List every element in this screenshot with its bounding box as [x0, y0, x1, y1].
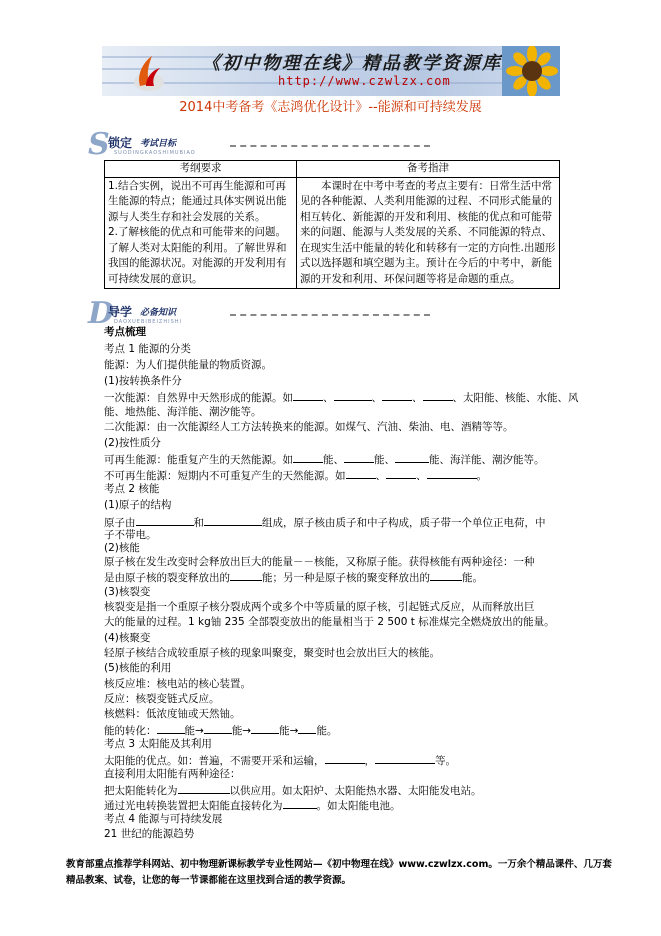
guidance-text: 本课时在中考中考查的考点主要有：日常生活中常见的各种能源、人类利用能源的过程、不同形式能量的相互转化、新能源的开发和利用、核能的优点和可能带来的问题、能源与人类发展的关系、不同能源的特点、在现实生活中能量的转化和转移有一定的方向性.出题形式以选择题和填空题为主。预计在今后的中考中，新能源的开发和利用、环保问题等将是命题的重点。	[300, 179, 556, 285]
requirements-table	[104, 160, 560, 289]
text: 能→	[231, 725, 252, 737]
text: 、	[375, 470, 386, 482]
fill-blank	[430, 569, 462, 581]
text: 。	[476, 470, 487, 482]
fill-blank	[293, 389, 323, 401]
paragraph: 21 世纪的能源趋势	[104, 828, 195, 840]
text: 通过光电转换装置把太阳能直接转化为	[104, 800, 283, 812]
banner-url: http://www.czwlzx.com	[278, 74, 451, 88]
paragraph	[104, 569, 483, 585]
page-footer: 教育部重点推荐学科网站、初中物理新课标教学专业性网站—《初中物理在线》www.czwlzx.com。一万余个精品课件、几万套精品教案、试卷，让您的每一节课都能在这里找到合适的教学资源。	[66, 859, 612, 886]
text: 能、海洋能、潮汐能等。	[429, 454, 545, 466]
header-banner	[102, 46, 560, 96]
text: 、	[412, 392, 423, 404]
text: 能、	[323, 454, 344, 466]
table-header-cell: 备考指津	[297, 161, 560, 178]
fill-blank	[334, 389, 372, 401]
text: 不可再生能源：短期内不可重复产生的天然能源。如	[104, 470, 346, 482]
paragraph	[104, 514, 546, 530]
text: 组成，原子核由质子和中子构成，质子带一个单位正电荷，中	[262, 517, 546, 529]
paragraph: (2)按性质分	[104, 437, 161, 449]
text: 是由原子核的裂变释放出的	[104, 572, 230, 584]
text: 能。	[316, 725, 338, 737]
paragraph: (1)按转换条件分	[104, 375, 182, 387]
text: 可再生能源：能重复产生的天然能源。如	[104, 454, 293, 466]
text: 能、	[374, 454, 395, 466]
fill-blank	[251, 722, 279, 734]
text: 能的转化：	[104, 725, 157, 737]
paragraph: (4)核聚变	[104, 632, 151, 644]
fill-blank	[178, 782, 230, 794]
fill-blank	[395, 451, 429, 463]
fill-blank	[136, 514, 194, 526]
section-label: 导学	[108, 305, 133, 319]
requirements-text: 1.结合实例，说出不可再生能源和可再生能源的特点；能通过具体实例说出能源与人类生存和社会发展的关系。 2.了解核能的优点和可能带来的问题。了解人类对太阳能的利用。了解世界和我国的能源状况。对能源的开发利用有可持续发展的意识。	[108, 179, 287, 285]
paragraph	[104, 389, 579, 405]
paragraph	[104, 722, 337, 738]
paragraph: 大的能量的过程。1 kg铀 235 全部裂变放出的能量相当于 2 500 t 标准煤完全燃烧放出的能量。	[104, 616, 555, 628]
paragraph: 能源：为人们提供能量的物质资源。	[104, 359, 272, 371]
table-row	[105, 177, 560, 289]
paragraph: 能、地热能、海洋能、潮汐能等。	[104, 406, 262, 418]
text: 一次能源：自然界中天然形成的能源。如	[104, 392, 293, 404]
text: 。如太阳能电池。	[316, 800, 401, 812]
section-sub: 必备知识	[140, 308, 177, 318]
fill-blank	[298, 722, 316, 734]
text: 能→	[279, 725, 299, 737]
document-title: 2014中考备考《志鸿优化设计》--能源和可持续发展	[179, 100, 482, 115]
table-cell-requirements	[105, 177, 297, 289]
section-letter: D	[88, 296, 115, 331]
fill-blank	[283, 797, 317, 809]
topic-heading: 考点 2 核能	[104, 483, 160, 495]
paragraph: 原子核在发生改变时会释放出巨大的能量－－核能，又称原子能。获得核能有两种途径：一种	[104, 556, 535, 568]
divider	[230, 145, 430, 147]
text: 和	[193, 517, 204, 529]
paragraph: 核裂变是指一个重原子核分裂成两个或多个中等质量的原子核，引起链式反应，从而释放出巨	[104, 601, 535, 613]
paragraph: 反应：核裂变链式反应。	[104, 693, 220, 705]
text: 能；另一种是原子核的聚变释放出的	[262, 572, 430, 584]
paragraph: (5)核能的利用	[104, 662, 172, 674]
fill-blank	[230, 569, 262, 581]
fill-blank	[382, 389, 412, 401]
divider	[230, 314, 430, 316]
section-sub: 考试目标	[140, 139, 177, 149]
sunflower-icon	[502, 46, 560, 96]
topic-heading: 考点 1 能源的分类	[104, 343, 191, 355]
paragraph	[104, 451, 545, 467]
text: 能。	[462, 572, 483, 584]
fill-blank	[344, 451, 374, 463]
paragraph	[104, 467, 487, 483]
paragraph: 二次能源：由一次能源经人工方法转换来的能源。如煤气、汽油、柴油、电、酒精等等。	[104, 421, 514, 433]
text: ，	[364, 755, 375, 767]
paragraph: 直接利用太阳能有两种途径：	[104, 768, 241, 780]
banner-title: 《初中物理在线》精品教学资源库	[202, 53, 502, 74]
paragraph: 核反应堆：核电站的核心装置。	[104, 678, 251, 690]
fill-blank	[386, 467, 416, 479]
fill-blank	[427, 467, 477, 479]
paragraph	[104, 752, 456, 768]
text: 太阳能的优点。如：普遍，不需要开采和运输，	[104, 755, 325, 767]
table-header-row	[105, 161, 560, 178]
paragraph: (1)原子的结构	[104, 499, 172, 511]
text: 、	[416, 470, 427, 482]
section-pinyin: DAOXUEBIBEIZHISHI	[114, 319, 182, 325]
fill-blank	[325, 752, 365, 764]
text: 、	[323, 392, 334, 404]
text: 等。	[435, 755, 456, 767]
topic-heading: 考点 4 能源与可持续发展	[104, 813, 223, 825]
text: 以供应用。如太阳炉、太阳能热水器、太阳能发电站。	[229, 785, 482, 797]
topic-heading: 考点 3 太阳能及其利用	[104, 738, 212, 750]
text: 原子由	[104, 517, 136, 529]
table-cell-guidance	[297, 177, 560, 289]
text: 能→	[184, 725, 204, 737]
section-label: 锁定	[108, 136, 133, 150]
fill-blank	[293, 451, 323, 463]
paragraph	[104, 782, 482, 798]
text: 、太阳能、核能、水能、风	[452, 392, 579, 404]
section-letter: S	[88, 127, 110, 162]
text: 、	[371, 392, 382, 404]
table-header-cell: 考纲要求	[105, 161, 297, 178]
fill-blank	[346, 467, 376, 479]
fill-blank	[375, 752, 435, 764]
paragraph: (3)核裂变	[104, 586, 151, 598]
site-logo-icon	[132, 52, 166, 92]
section-pinyin: SUODINGKAOSHIMUBIAO	[114, 150, 196, 156]
fill-blank	[157, 722, 185, 734]
fill-blank	[423, 389, 453, 401]
fill-blank	[204, 514, 262, 526]
paragraph	[104, 797, 401, 813]
text: 把太阳能转化为	[104, 785, 178, 797]
paragraph: 核燃料：低浓度铀或天然铀。	[104, 708, 241, 720]
fill-blank	[204, 722, 232, 734]
paragraph: (2)核能	[104, 542, 140, 554]
paragraph: 子不带电。	[104, 529, 157, 541]
paragraph: 轻原子核结合成较重原子核的现象叫聚变，聚变时也会放出巨大的核能。	[104, 647, 440, 659]
section-heading: 考点梳理	[104, 326, 146, 338]
